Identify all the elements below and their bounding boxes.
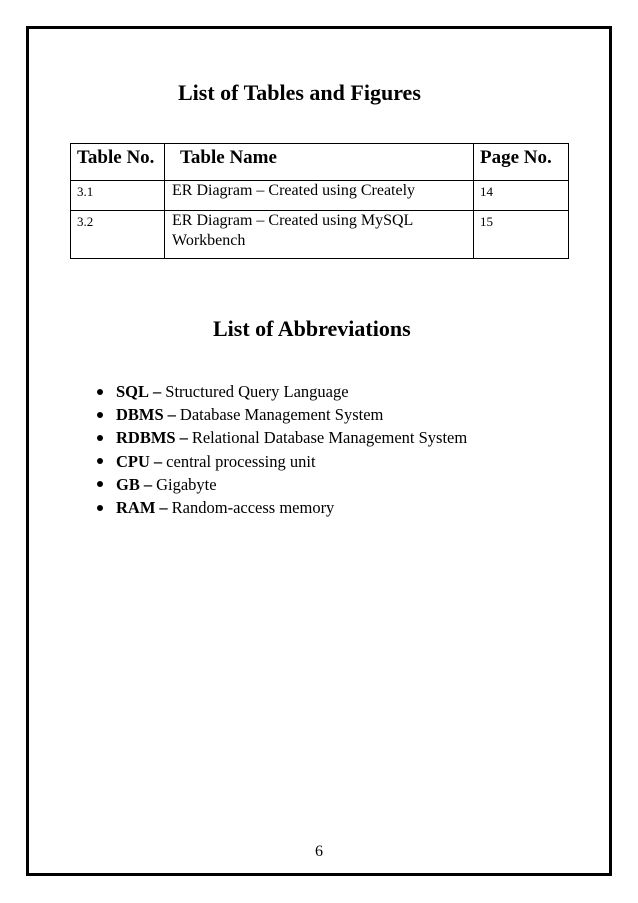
list-item (92, 450, 467, 473)
abbreviation-meaning: Relational Database Management System (191, 428, 468, 448)
abbreviation-term: DBMS (116, 405, 164, 425)
abbreviations-list (92, 380, 467, 519)
cell-page-no: 15 (474, 211, 569, 259)
abbreviation-term: RAM (116, 497, 156, 517)
list-item (92, 380, 467, 403)
table-header-row (71, 144, 569, 181)
abbreviation-separator: – (143, 474, 153, 494)
abbreviation-separator: – (167, 405, 176, 425)
header-table-name: Table Name (165, 144, 474, 181)
list-item (92, 496, 467, 519)
cell-table-name: ER Diagram – Created using Creately (165, 181, 474, 211)
tables-figures-table (70, 143, 569, 259)
bullet-icon (97, 458, 103, 464)
cell-table-no: 3.2 (71, 211, 165, 259)
bullet-icon (97, 412, 103, 418)
bullet-icon (97, 481, 103, 487)
tables-section-title: List of Tables and Figures (178, 80, 421, 105)
cell-page-no: 14 (474, 181, 569, 211)
abbreviation-term: RDBMS (116, 428, 176, 448)
bullet-icon (97, 435, 103, 441)
header-table-no: Table No. (71, 144, 165, 181)
list-item (92, 403, 467, 426)
table-row (71, 181, 569, 211)
abbreviation-term: SQL (116, 382, 150, 401)
bullet-icon (97, 389, 103, 395)
abbreviation-meaning: central processing unit (166, 451, 316, 471)
abbreviation-separator: – (159, 497, 168, 517)
list-item (92, 473, 467, 496)
table-row (71, 211, 569, 259)
abbreviation-separator: – (153, 382, 162, 401)
list-item (92, 426, 467, 449)
bullet-icon (97, 505, 103, 511)
header-page-no: Page No. (474, 144, 569, 181)
abbreviation-meaning: Gigabyte (156, 474, 217, 494)
abbreviation-separator: – (179, 428, 188, 448)
abbreviation-term: GB (116, 474, 140, 494)
abbreviations-section-title: List of Abbreviations (213, 316, 411, 341)
page-number: 6 (315, 843, 323, 860)
abbreviation-meaning: Structured Query Language (165, 382, 349, 401)
cell-table-no: 3.1 (71, 181, 165, 211)
abbreviation-separator: – (153, 451, 163, 471)
cell-table-name: ER Diagram – Created using MySQL Workbench (165, 211, 474, 259)
abbreviation-meaning: Random-access memory (171, 497, 335, 517)
abbreviation-term: CPU (116, 451, 150, 471)
abbreviation-meaning: Database Management System (179, 405, 384, 425)
